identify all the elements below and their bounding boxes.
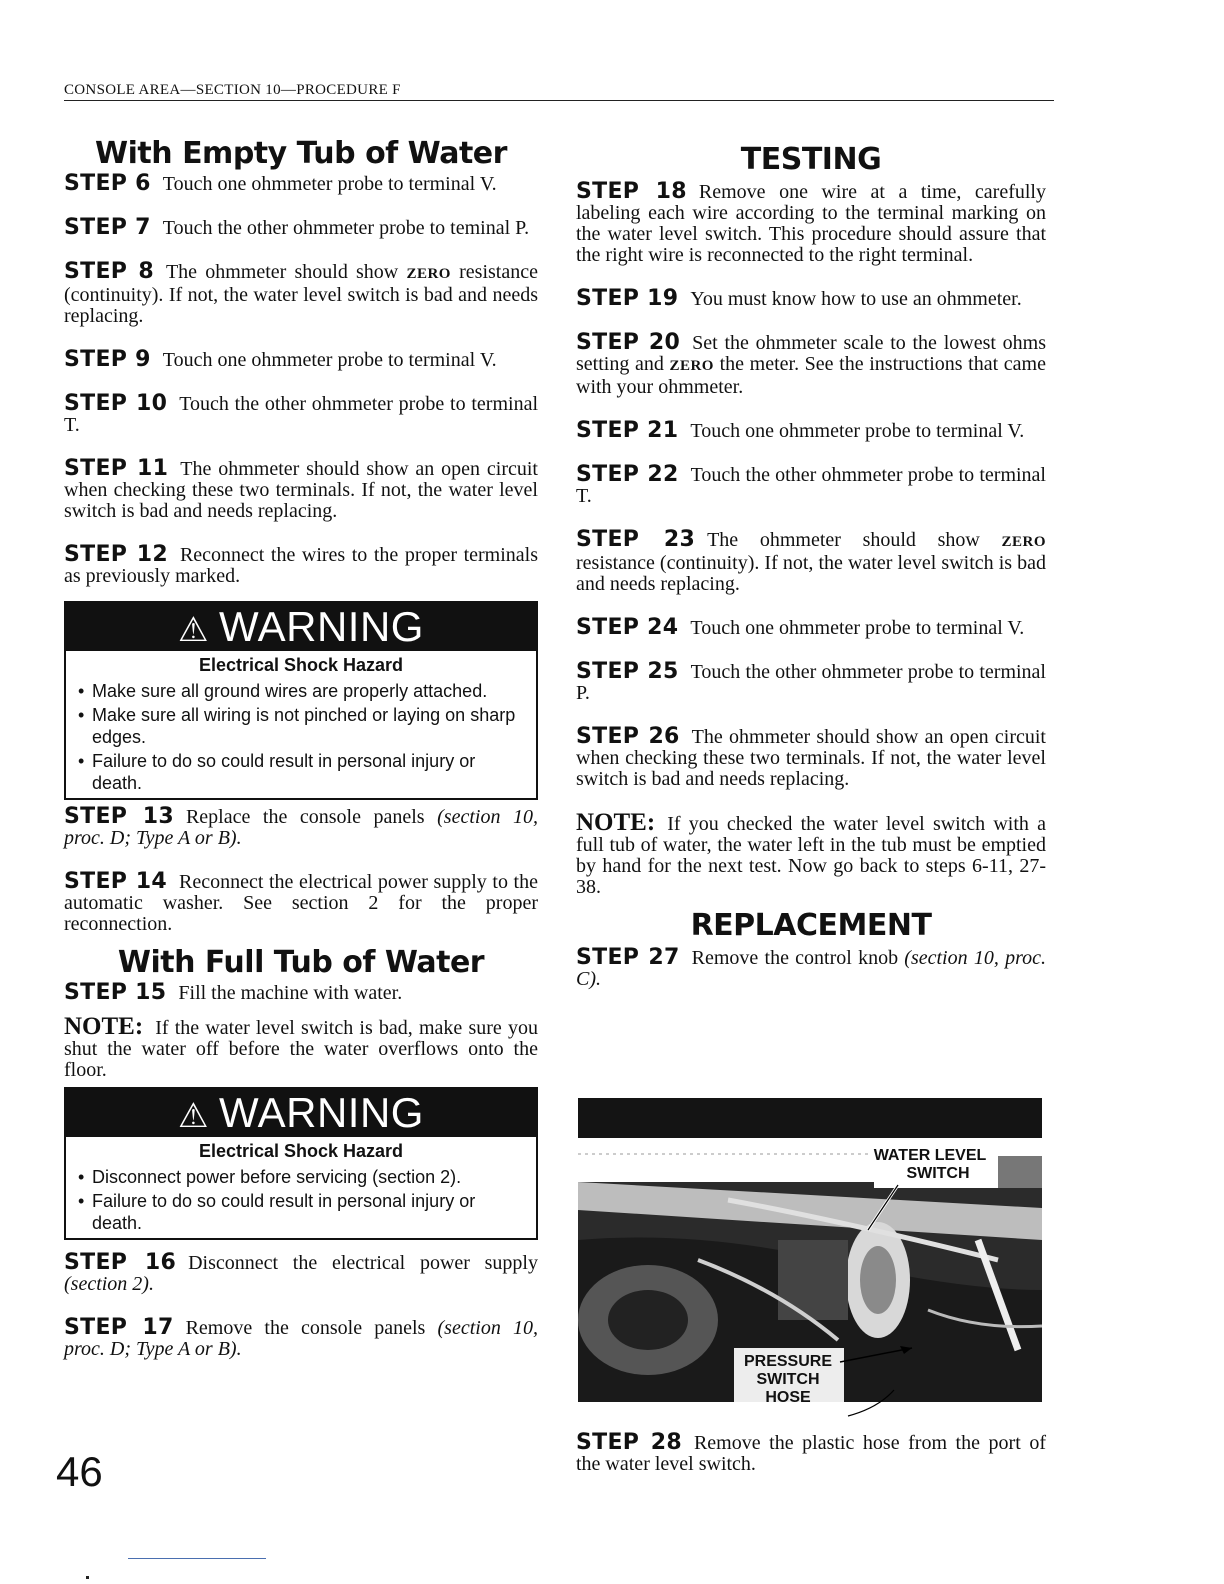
step-24 [576, 617, 1046, 639]
step-text: Touch the other ohmmeter probe to terminal T. [576, 464, 1046, 507]
step-text: Touch the other ohmmeter probe to teminal P. [162, 217, 530, 239]
step-21 [576, 420, 1046, 442]
step-label: STEP 26 [576, 724, 680, 749]
warning-title: WARNING [219, 1089, 424, 1136]
step-text: Remove one wire at a time, carefully labeling each wire according to the terminal marking on the water level switch. This procedure should assure that the right wire is reconnected to the right terminal. [576, 181, 1046, 266]
step-text: Touch the other ohmmeter probe to terminal P. [576, 661, 1046, 704]
step-text: Disconnect the electrical power supply [188, 1252, 538, 1274]
step-label: STEP 6 [64, 171, 151, 196]
step-20 [576, 332, 1046, 398]
warning-list [66, 680, 536, 794]
step-text: Touch one ohmmeter probe to terminal V. [162, 173, 497, 195]
note-1 [64, 1013, 538, 1081]
step-11 [64, 458, 538, 522]
photo-illustration [578, 1090, 1042, 1420]
photo-label-water-level: WATER LEVEL [873, 1147, 987, 1164]
step-text: Reconnect the wires to the proper terminals as previously marked. [64, 544, 538, 587]
step-text-post: resistance (continuity). If not, the water level switch is bad and needs replacing. [576, 552, 1046, 595]
step-ref: (section 2). [64, 1273, 154, 1295]
warning-box-1 [64, 601, 538, 800]
warning-item: • Make sure all wiring is not pinched or laying on sharp edges. [92, 704, 526, 748]
step-text: Reconnect the electrical power supply to the automatic washer. See section 2 for the proper reconnection. [64, 871, 538, 935]
step-text: Remove the plastic hose from the port of the water level switch. [576, 1432, 1046, 1475]
left-column [64, 136, 538, 1382]
step-text-pre: The ohmmeter should show [707, 529, 1002, 551]
warning-subtitle: Electrical Shock Hazard [198, 655, 404, 675]
right-column-bottom [576, 1432, 1046, 1497]
zero-term: ZERO [1001, 534, 1046, 550]
step-6 [64, 173, 538, 195]
step-28 [576, 1432, 1046, 1475]
step-text: You must know how to use an ohmmeter. [690, 288, 1022, 310]
warning-title: WARNING [219, 603, 424, 650]
step-label: STEP 16 [64, 1250, 177, 1275]
empty-tub-steps [64, 173, 538, 587]
warning-list [66, 1166, 536, 1234]
step-text: Remove the control knob [691, 947, 905, 969]
photo-label-pressure: PRESSURE [743, 1353, 833, 1370]
warning-header [66, 603, 536, 651]
full-tub-heading: With Full Tub of Water [117, 945, 485, 980]
step-ref: (section 10, proc. C). [576, 947, 1046, 990]
step-25 [576, 661, 1046, 704]
warning-subtitle: Electrical Shock Hazard [198, 1141, 404, 1161]
note-text: If you checked the water level switch with a full tub of water, the water left in the tub must be emptied by hand for the next test. Now go back to steps 6-11, 27-38. [576, 813, 1046, 898]
step-text: Touch one ohmmeter probe to terminal V. [162, 349, 497, 371]
step-label: STEP 21 [576, 418, 679, 443]
step-text-post: resistance (continuity). If not, the water level switch is bad and needs replacing. [64, 261, 538, 327]
step-10 [64, 393, 538, 436]
water-level-switch-photo [578, 1090, 1042, 1420]
warning-item: • Failure to do so could result in personal injury or death. [92, 1190, 526, 1234]
step-19 [576, 288, 1046, 310]
step-label: STEP 8 [64, 259, 154, 284]
footer-dot [86, 1576, 89, 1579]
step-label: STEP 9 [64, 347, 151, 372]
step-16 [64, 1252, 538, 1295]
step-label: STEP 28 [576, 1430, 682, 1455]
step-text-pre: Set the ohmmeter scale to the lowest ohms setting and [576, 332, 1046, 375]
step-label: STEP 14 [64, 869, 167, 894]
step-text: Touch the other ohmmeter probe to terminal T. [64, 393, 538, 436]
step-12 [64, 544, 538, 587]
step-text: Remove the console panels [185, 1317, 438, 1339]
step-text: Replace the console panels [185, 806, 438, 828]
step-label: STEP 7 [64, 215, 151, 240]
step-14 [64, 871, 538, 935]
step-27 [576, 947, 1046, 990]
step-text-post: the meter. See the instructions that came with your ohmmeter. [576, 353, 1046, 398]
step-label: STEP 25 [576, 659, 679, 684]
step-23 [576, 529, 1046, 595]
step-7 [64, 217, 538, 239]
step-17 [64, 1317, 538, 1360]
page-number: 46 [56, 1448, 103, 1495]
step-text: Fill the machine with water. [178, 982, 403, 1004]
note-label: NOTE: [576, 809, 656, 836]
note-2 [576, 809, 1046, 898]
warning-item: • Make sure all ground wires are properly attached. [92, 680, 526, 702]
photo-label-hose: HOSE [765, 1389, 811, 1406]
step-26 [576, 726, 1046, 790]
empty-tub-heading: With Empty Tub of Water [95, 136, 507, 171]
step-text: Touch one ohmmeter probe to terminal V. [690, 617, 1025, 639]
photo-label-switch: SWITCH [906, 1165, 970, 1182]
step-text: The ohmmeter should show an open circuit when checking these two terminals. If not, the water level switch is bad and needs replacing. [64, 458, 538, 522]
step-label: STEP 10 [64, 391, 168, 416]
step-text-pre: The ohmmeter should show [165, 261, 407, 283]
warning-header [66, 1089, 536, 1137]
warning-triangle-icon: ⚠ [178, 1097, 210, 1135]
right-column [576, 142, 1046, 1012]
step-label: STEP 19 [576, 286, 679, 311]
replacement-heading: REPLACEMENT [690, 908, 932, 943]
zero-term: ZERO [406, 266, 451, 282]
warning-box-2 [64, 1087, 538, 1240]
step-9 [64, 349, 538, 371]
step-8 [64, 261, 538, 327]
note-label: NOTE: [64, 1013, 144, 1040]
step-label: STEP 24 [576, 615, 679, 640]
photo-label-switch-2: SWITCH [756, 1371, 820, 1388]
step-15 [64, 982, 538, 1004]
step-18 [576, 181, 1046, 266]
page-header: CONSOLE AREA—SECTION 10—PROCEDURE F [64, 82, 1054, 101]
warning-item: • Failure to do so could result in personal injury or death. [92, 750, 526, 794]
footer-line [128, 1558, 266, 1559]
step-text: Touch one ohmmeter probe to terminal V. [690, 420, 1025, 442]
warning-triangle-icon: ⚠ [178, 611, 210, 649]
step-13 [64, 806, 538, 849]
step-label: STEP 11 [64, 456, 169, 481]
step-label: STEP 15 [64, 980, 167, 1005]
step-label: STEP 13 [64, 804, 174, 829]
testing-heading: TESTING [740, 142, 882, 177]
step-label: STEP 17 [64, 1315, 174, 1340]
step-label: STEP 22 [576, 462, 679, 487]
step-label: STEP 12 [64, 542, 168, 567]
warning-item: • Disconnect power before servicing (section 2). [92, 1166, 526, 1188]
step-label: STEP 20 [576, 330, 681, 355]
step-text: The ohmmeter should show an open circuit when checking these two terminals. If not, the water level switch is bad and needs replacing. [576, 726, 1046, 790]
step-22 [576, 464, 1046, 507]
zero-term: ZERO [669, 358, 714, 374]
step-ref: (section 10, proc. D; Type A or B). [64, 806, 538, 849]
step-label: STEP 23 [576, 527, 696, 552]
note-text: If the water level switch is bad, make sure you shut the water off before the water overflows onto the floor. [64, 1017, 538, 1081]
step-label: STEP 27 [576, 945, 680, 970]
step-ref: (section 10, proc. D; Type A or B). [64, 1317, 538, 1360]
step-label: STEP 18 [576, 179, 687, 204]
